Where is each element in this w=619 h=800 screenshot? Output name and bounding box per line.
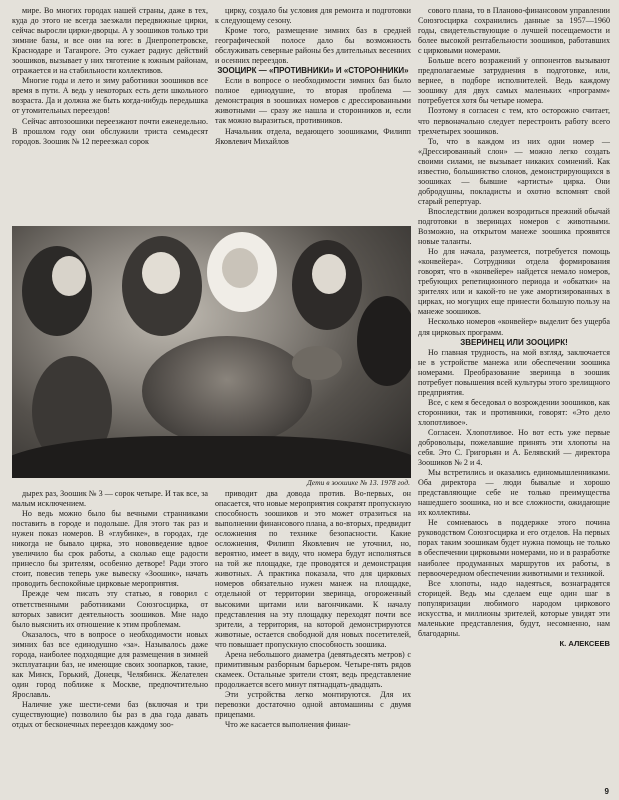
column-2-bottom [215, 489, 411, 730]
paragraph: Начальник отдела, ведающего зоошиками, Филипп Яковлевич Михайлов [215, 126, 411, 146]
paragraph: То, что в каждом из них одни номер — «Дрессированный слон» — можно легко создать своими силами, не вызывает никаких сомнений. Как известно, большинство слонов, демонстрирующихся в зоошиках — бывшие «артисты» цирка. Они добродушны, покладисты и охотно вспомнят свой старый репертуар. [418, 136, 610, 206]
child-face [52, 256, 86, 296]
tortoise-shell [142, 336, 312, 446]
page-number: 9 [604, 787, 609, 796]
paragraph: цирку, создало бы условия для ремонта и подготовки к следующему сезону. [215, 6, 411, 26]
paragraph: Наличие уже шести-семи баз (включая и три существующие) позволило бы раз в два года давать отдых от бесконечных переездов каждому зоо- [12, 699, 208, 730]
ground [12, 436, 411, 478]
paragraph: Впоследствии должен возродиться прежний обычай подготовки в зверинцах номеров с животными. Возможно, на открытом манеже зоошика проявятся новые таланты. [418, 206, 610, 247]
section-heading: ЗВЕРИНЕЦ ИЛИ ЗООЦИРК! [460, 337, 568, 347]
child-figure [357, 296, 411, 386]
column-1-top [12, 6, 208, 147]
paragraph: сового плана, то в Планово-финансовом управлении Союзгосцирка сохранились данные за 1957—1960 годы, свидетельствующие о лучшей посещаемости и более высокой рентабельности зоошиков, работавших с цирковыми номерами. [418, 6, 610, 56]
paragraph: дырех раз, Зоошик № 3 — сорок четыре. И так все, за малым исключением. [12, 489, 208, 509]
tortoise-head [292, 346, 342, 380]
paragraph: Все, с кем я беседовал о возрождении зоошиков, как сторонники, так и противники, говорят: «Это дело хлопотливое». [418, 397, 610, 427]
child-face [312, 254, 346, 294]
paragraph: Сейчас автозоошики переезжают почти еженедельно. В прошлом году они обслужили триста семьдесят городов. Зоошик № 12 переезжал сорок [12, 116, 208, 146]
paragraph: Не сомневаюсь в поддержке этого почина руководством Союзгосцирка и его отделов. На первых порах таким зоошикам будет нужна помощь не только в обеспечении цирковыми номерами, но и в разработке наиболее продуманных маршрутов их работы, в первоочередном обеспечении животными и техникой. [418, 518, 610, 578]
section-heading: ЗООЦИРК — «ПРОТИВНИКИ» И «СТОРОННИКИ» [217, 66, 409, 76]
column-1-bottom [12, 489, 208, 730]
paragraph: Но ведь можно было бы вечными странниками поставить в городе и подольше. Для этого так раз и нужен показ номеров. В «глубинке», в городах, где никогда не бывало цирка, это нововведение вдвое увеличило бы срок работы, а сколько еще радости принесло бы зрителям, особенно детворе! Ради этого стоит, повесив теперь уже вывеску «Зоошик», начать проводить беспокойные цирковые мероприятия. [12, 509, 208, 589]
paragraph: приводит два довода против. Во-первых, он опасается, что новые мероприятия сократят пропускную способность зоошиков и это может отразиться на выполнении финансового плана, а во-вторых, предвидит осложнения по технике безопасности. Какие осложнения, Филипп Яковлевич не уточнил, но, вероятно, имеет в виду, что номера будут исполняться на той же площадке, где проводятся и демонстрация животных. А практика показала, что для цирковых номеров обязательно нужен манеж на площадке, отдельной от территории зверинца, огороженный высокими щитами или вагончиками. К началу представления на эту площадку переходят почти все зрители, а территория, на которой демонстрируются животные, остается свободной для новых посетителей, что повышает пропускную способность зоошика. [215, 489, 411, 649]
paragraph: Поэтому я согласен с тем, кто осторожно считает, что первоначально следует перестроить работу всего трехчетырех зоошиков. [418, 106, 610, 136]
column-2-top [215, 6, 411, 147]
child-face [222, 248, 258, 288]
paragraph: Несколько номеров «конвейер» выделит без ущерба для цирковых программ. [418, 317, 610, 337]
paragraph: Арена небольшого диаметра (девятьдесять метров) с примитивным разборным барьером. Четыре-пять рядов скамеек. Остальные зрители стоят, ведь представление продолжается всего минут пятнадцать-двадцать. [215, 649, 411, 689]
author-signature: К. АЛЕКСЕЕВ [559, 638, 610, 648]
paragraph: Оказалось, что в вопросе о необходимости новых зимних баз все единодушно «за». Называлось даже города, наиболее подходящие для размещения в зимней эксплуатации баз, не имеющие своих зоопарков, такие, как Минск, Горький, Донецк, Челябинск. Желателен один город поближе к Москве, предпочтительно Ярославль. [12, 629, 208, 699]
paragraph: Согласен. Хлопотливое. Но вот есть уже первые добровольцы, пожелавшие принять эти хлопоты на себя. Это С. Григорьян и А. Белявский — директора Зоошиков № 2 и 4. [418, 427, 610, 468]
paragraph: Что же касается выполнения финан- [225, 720, 351, 730]
paragraph: Но главная трудность, на мой взгляд, заключается не в устройстве манежа или обеспечении зоошика номерами. Преобразование зверинца в зоошик потребует повышения всей культуры этого зрелищного предприятия. [418, 347, 610, 397]
children-zoo-photo [12, 226, 411, 478]
column-3 [418, 6, 610, 649]
paragraph: Кроме того, размещение зимних баз в средней географической полосе дало бы возможность обслуживать северные районы без длительных весенних и осенних переездов. [215, 26, 411, 66]
paragraph: Больше всего возражений у оппонентов вызывают предполагаемые затруднения в подготовке, или, вернее, в подборе исполнителей. Ведь каждому зоошику для двух самых маленьких «программ» потребуется хотя бы четыре номера. [418, 56, 610, 106]
paragraph: Многие годы и лето и зиму работники зоошиков все время в пути. А ведь у некоторых есть дети школьного возраста. Да и должна же быть когда-нибудь передышка от утомительных переездов! [12, 76, 208, 116]
paragraph: Прежде чем писать эту статью, я говорил с ответственными работниками Союзгосцирка, от которых зависит деятельность зоошиков. Мне надо было выяснить их отношение к этим проблемам. [12, 589, 208, 629]
child-face [142, 252, 180, 294]
paragraph: Все хлопоты, надо надеяться, вознаградятся сторицей. Ведь мы сделаем еще один шаг в популяризации любимого народом циркового искусства, и миллионы зрителей, которые увидят эти маленькие представления, будут, несомненно, нам благодарны. [418, 578, 610, 638]
paragraph: Эти устройства легко монтируются. Для их перевозки достаточно одной автомашины с двумя прицепами. [215, 689, 411, 720]
paragraph: Мы встретились и оказались единомышленниками. Оба директора — люди бывалые и хорошо представляющие себе не только преимущества нашедшего зоошика, но и все сложности, ожидающие их коллективы. [418, 468, 610, 518]
paragraph: Но для начала, разумеется, потребуется помощь «конвейера». Сотрудники отдела формирования говорят, что в «конвейере» найдется немало номеров, требующих репетиционного периода и «обкатки» на зрителях или и какой-то не уже амортизированных в цирках, но могущих еще принести большую пользу на манеже зоошиков. [418, 247, 610, 317]
photo-caption: Дети в зоошике № 13. 1978 год. [306, 478, 410, 487]
paragraph: Если в вопросе о необходимости зимних баз было полное единодушие, то вторая проблема — демонстрация в зоошиках номеров с дрессированными животными — сразу же нашла и сторонников и, если так можно выразиться, противников. [215, 76, 411, 126]
paragraph: мире. Во многих городах нашей страны, даже в тех, куда до этого не всегда заезжали передвижные цирки, сейчас выросли цирки-дворцы. А у зоошиков только три зимние базы, и все они на юге: в Днепропетровске, Краснодаре и Таганроге. Это сужает радиус действий зоошиков, вызывает у них тяготение к южным районам, отражается и на стабильности коллективов. [12, 6, 208, 76]
